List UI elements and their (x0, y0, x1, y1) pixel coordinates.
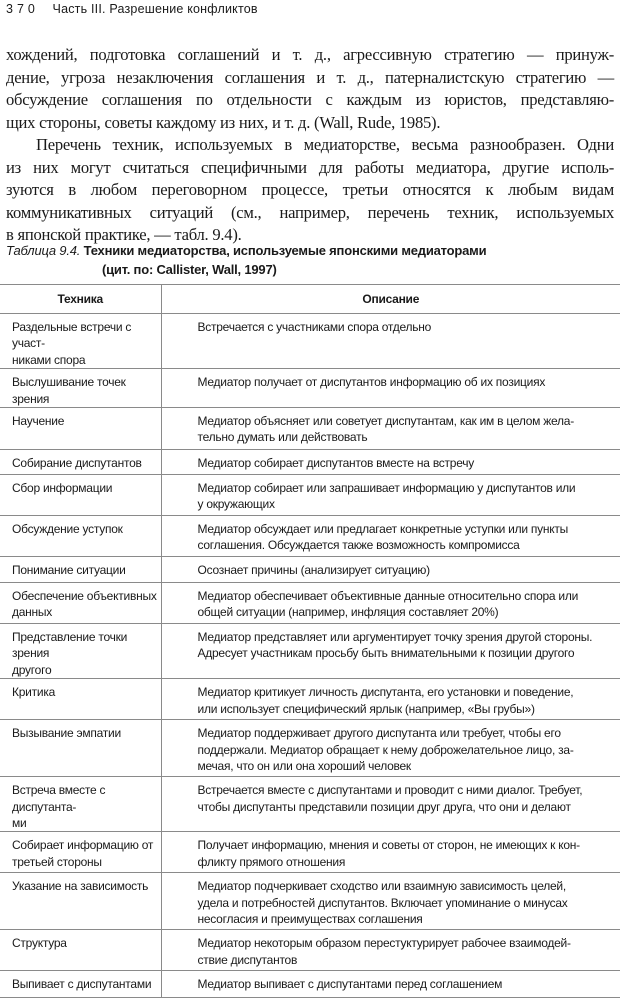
table-row (0, 314, 620, 369)
caption-source: (цит. по: Callister, Wall, 1997) (102, 262, 277, 277)
text-line: Встреча вместе с диспутанта- (12, 783, 106, 814)
text-line: другого (12, 662, 52, 677)
technique-cell (0, 679, 161, 720)
page-number: 370 (6, 2, 39, 16)
text-line: Получает информацию, мнения и советы от сторон, не имеющих к кон- (197, 838, 580, 853)
text-line: Медиатор некоторым образом перестуктурирует рабочее взаимодей- (197, 936, 571, 951)
technique-cell (0, 583, 161, 624)
table-row (0, 583, 620, 624)
text-line: у окружающих (197, 497, 275, 512)
text-line: удела и потребностей диспутантов. Включает упоминание о минусах (197, 895, 568, 910)
text-line: ми (12, 816, 27, 831)
text-line: поддержали. Медиатор обращает к нему доброжелательное лицо, за- (197, 742, 574, 757)
table-row (0, 475, 620, 516)
table-row (0, 557, 620, 583)
description-cell (161, 450, 620, 475)
table-caption (6, 241, 614, 279)
description-cell (161, 777, 620, 832)
text-line: мечая, что он или она хороший человек (197, 759, 411, 774)
technique-cell (0, 408, 161, 450)
description-cell (161, 557, 620, 583)
technique-cell (0, 450, 161, 475)
text-line: Медиатор подчеркивает сходство или взаимную зависимость целей, (197, 879, 566, 894)
table-row (0, 873, 620, 930)
text-line: Медиатор собирает или запрашивает информацию у диспутантов или (197, 481, 576, 496)
table-header-row (0, 285, 620, 314)
text-line: Медиатор поддерживает другого диспутанта или требует, чтобы его (197, 726, 561, 741)
caption-title: Техники медиаторства, используемые японскими медиаторами (83, 243, 487, 258)
description-cell (161, 624, 620, 679)
text-line: дение, угроза незаключения соглашения и т. д., патерналистскую стратегию — (6, 67, 614, 87)
paragraph-1 (6, 44, 614, 134)
text-line: Структура (12, 936, 67, 951)
text-line: Обеспечение объективных (12, 589, 157, 604)
table-row (0, 450, 620, 475)
description-cell (161, 583, 620, 624)
technique-cell (0, 971, 161, 998)
text-line: щих стороны, советы каждому из них, и т. д. (Wall, Rude, 1985). (6, 112, 441, 132)
text-line: Встречается вместе с диспутантами и проводит с ними диалог. Требует, (197, 783, 583, 798)
text-line: данных (12, 605, 53, 620)
techniques-table (0, 284, 620, 998)
text-line: из них могут считаться специфичными для работы медиатора, другие исполь- (6, 157, 614, 177)
text-line: Перечень техник, используемых в медиаторстве, весьма разнообразен. Одни (36, 135, 614, 154)
text-line: Критика (12, 685, 56, 700)
text-line: Собирание диспутантов (12, 456, 142, 471)
text-line: Медиатор объясняет или советует диспутантам, как им в целом жела- (197, 414, 574, 429)
text-line: чтобы диспутанты представили позиции друг друга, что они и делают (197, 799, 571, 814)
text-line: Медиатор представляет или аргументирует точку зрения другой стороны. (197, 630, 593, 645)
table-row (0, 516, 620, 557)
technique-cell (0, 777, 161, 832)
body-text (6, 44, 614, 247)
text-line: Научение (12, 414, 65, 429)
text-line: Собирает информацию от (12, 838, 154, 853)
column-header-technique: Техника (0, 285, 161, 314)
text-line: Осознает причины (анализирует ситуацию) (197, 563, 430, 578)
text-line: Медиатор критикует личность диспутанта, его установки и поведение, (197, 685, 574, 700)
text-line: или использует специфический ярлык (например, «Вы грубы») (197, 701, 535, 716)
caption-label: Таблица 9.4. (6, 243, 81, 258)
technique-cell (0, 624, 161, 679)
text-line: коммуникативных ситуаций (см., например, перечень техник, используемых (6, 202, 614, 222)
text-line: общей ситуации (например, инфляция составляет 20%) (197, 605, 499, 620)
text-line: Вызывание эмпатии (12, 726, 121, 741)
description-cell (161, 408, 620, 450)
technique-cell (0, 314, 161, 369)
technique-cell (0, 720, 161, 777)
text-line: Медиатор собирает диспутантов вместе на встречу (197, 456, 475, 471)
text-line: Медиатор выпивает с диспутантами перед соглашением (197, 977, 503, 992)
text-line: Медиатор получает от диспутантов информацию об их позициях (197, 375, 546, 390)
description-cell (161, 971, 620, 998)
text-line: Понимание ситуации (12, 563, 126, 578)
text-line: Адресует участникам просьбу быть внимательными к позиции другого (197, 646, 575, 661)
description-cell (161, 516, 620, 557)
table-row (0, 832, 620, 873)
description-cell (161, 369, 620, 408)
table-row (0, 369, 620, 408)
text-line: тельно думать или действовать (197, 430, 368, 445)
description-cell (161, 720, 620, 777)
text-line: третьей стороны (12, 854, 102, 869)
description-cell (161, 930, 620, 971)
description-cell (161, 832, 620, 873)
text-line: Выпивает с диспутантами (12, 977, 152, 992)
table-row (0, 679, 620, 720)
description-cell (161, 475, 620, 516)
text-line: соглашения. Обсуждается также возможность компромисса (197, 538, 520, 553)
running-title: Часть III. Разрешение конфликтов (52, 2, 258, 16)
table-row (0, 930, 620, 971)
technique-cell (0, 832, 161, 873)
text-line: Обсуждение уступок (12, 522, 123, 537)
text-line: Сбор информации (12, 481, 113, 496)
table-row (0, 777, 620, 832)
text-line: никами спора (12, 352, 86, 367)
text-line: в японской практике, — табл. 9.4). (6, 225, 242, 244)
text-line: зуются в любом переговорном процессе, третьи относятся к любым видам (6, 180, 614, 199)
technique-cell (0, 369, 161, 408)
technique-cell (0, 475, 161, 516)
table-row (0, 971, 620, 998)
text-line: несогласия и преимуществах соглашения (197, 912, 423, 927)
table-row (0, 408, 620, 450)
technique-cell (0, 516, 161, 557)
technique-cell (0, 873, 161, 930)
technique-cell (0, 557, 161, 583)
paragraph-2 (6, 134, 614, 247)
column-header-description: Описание (161, 285, 620, 314)
text-line: Встречается с участниками спора отдельно (197, 320, 432, 334)
text-line: Указание на зависимость (12, 879, 149, 894)
text-line: ствие диспутантов (197, 952, 298, 967)
description-cell (161, 314, 620, 369)
running-header (6, 2, 258, 16)
text-line: Выслушивание точек зрения (12, 375, 126, 406)
table-row (0, 720, 620, 777)
text-line: обсуждение соглашения по отдельности с каждым из юристов, представляю- (6, 90, 614, 109)
technique-cell (0, 930, 161, 971)
text-line: Медиатор обсуждает или предлагает конкретные уступки или пункты (197, 522, 568, 537)
text-line: Раздельные встречи с участ- (12, 320, 132, 351)
text-line: Представление точки зрения (12, 630, 128, 661)
table-row (0, 624, 620, 679)
text-line: хождений, подготовка соглашений и т. д., агрессивную стратегию — принуж- (6, 45, 614, 64)
text-line: Медиатор обеспечивает объективные данные относительно спора или (197, 589, 579, 604)
description-cell (161, 873, 620, 930)
description-cell (161, 679, 620, 720)
text-line: фликту прямого отношения (197, 854, 346, 869)
